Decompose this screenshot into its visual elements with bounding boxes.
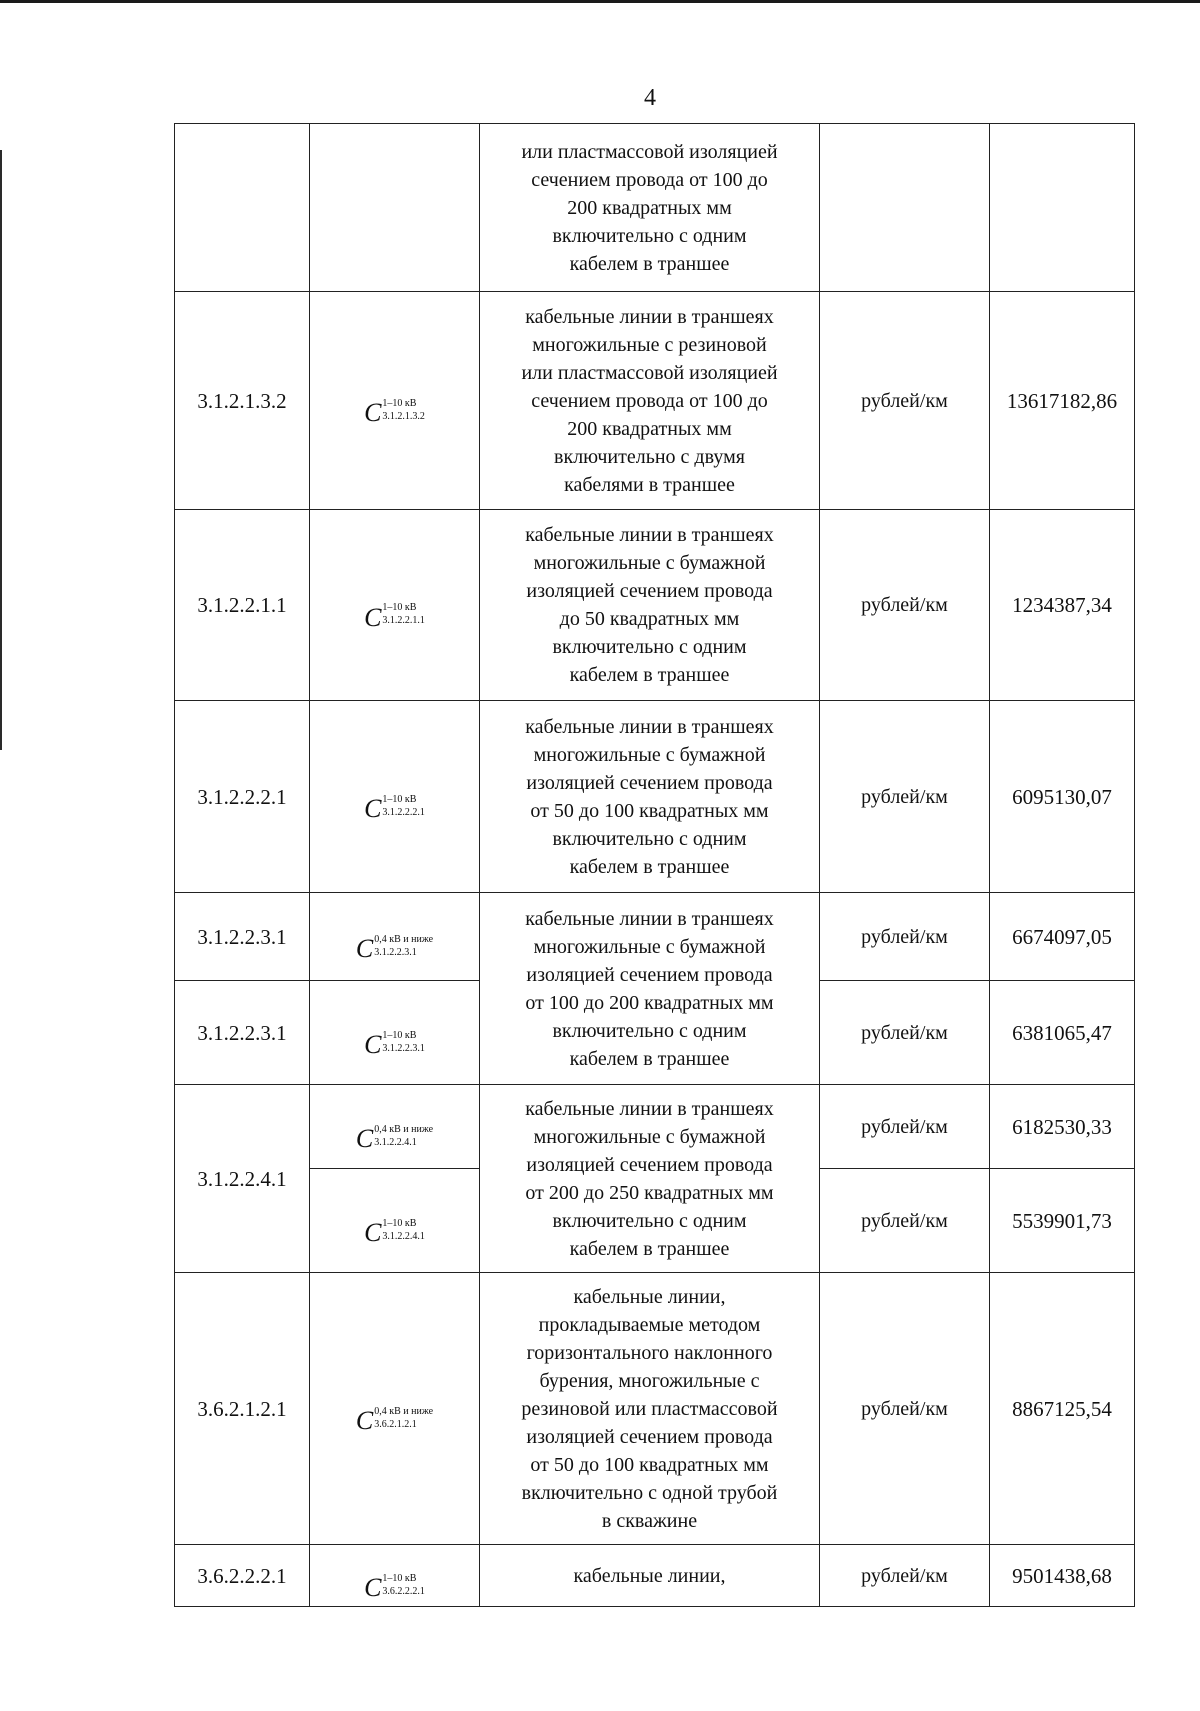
- row-unit: рублей/км: [820, 1085, 990, 1169]
- row-unit: рублей/км: [820, 1545, 990, 1607]
- rate-symbol: [364, 1029, 425, 1059]
- rate-symbol-superscript: 0,4 кВ и ниже: [374, 1123, 434, 1135]
- row-code: [175, 124, 310, 292]
- rate-symbol-superscript: 1–10 кВ: [382, 1029, 417, 1041]
- rate-symbol-subscript: 3.1.2.2.4.1: [382, 1230, 425, 1242]
- rate-symbol-letter: C: [364, 1030, 382, 1059]
- row-value: 6095130,07: [990, 701, 1135, 893]
- table-row: [175, 1273, 1135, 1545]
- row-symbol: [310, 981, 480, 1085]
- rate-symbol: [364, 1217, 425, 1247]
- rate-symbol-superscript: 1–10 кВ: [382, 793, 417, 805]
- row-symbol: [310, 124, 480, 292]
- rate-symbol-subscript: 3.1.2.2.4.1: [374, 1136, 417, 1148]
- rate-symbol-superscript: 1–10 кВ: [382, 1217, 417, 1229]
- rates-table: [174, 123, 1135, 1607]
- row-code: 3.1.2.2.1.1: [175, 510, 310, 701]
- rate-symbol: [364, 1572, 425, 1602]
- table-row: [175, 1085, 1135, 1169]
- rate-symbol: [355, 1123, 434, 1153]
- row-code: 3.1.2.2.2.1: [175, 701, 310, 893]
- row-description: или пластмассовой изоляцией сечением провода от 100 до 200 квадратных мм включительно с одним кабелем в траншее: [480, 124, 820, 292]
- row-code: 3.6.2.2.2.1: [175, 1545, 310, 1607]
- rate-symbol-subscript: 3.6.2.1.2.1: [374, 1418, 417, 1430]
- row-description: кабельные линии в траншеях многожильные с резиновой или пластмассовой изоляцией сечением провода от 100 до 200 квадратных мм включительно с двумя кабелями в траншее: [480, 292, 820, 510]
- row-symbol: [310, 510, 480, 701]
- row-symbol: [310, 292, 480, 510]
- rate-symbol-subscript: 3.1.2.2.2.1: [382, 806, 425, 818]
- row-code: 3.1.2.2.4.1: [175, 1085, 310, 1273]
- rate-symbol: [364, 793, 425, 823]
- row-value: 6381065,47: [990, 981, 1135, 1085]
- rate-symbol: [355, 933, 434, 963]
- row-symbol: [310, 893, 480, 981]
- row-symbol: [310, 1169, 480, 1273]
- row-description: кабельные линии,: [480, 1545, 820, 1607]
- row-unit: рублей/км: [820, 1273, 990, 1545]
- row-code: 3.1.2.2.3.1: [175, 981, 310, 1085]
- rate-symbol-subscript: 3.1.2.1.3.2: [382, 410, 425, 422]
- scan-edge-left: [0, 150, 2, 750]
- rate-symbol-letter: C: [355, 1124, 374, 1153]
- rate-symbol-subscript: 3.1.2.2.3.1: [382, 1042, 425, 1054]
- row-value: 9501438,68: [990, 1545, 1135, 1607]
- row-code: 3.6.2.1.2.1: [175, 1273, 310, 1545]
- row-description: кабельные линии, прокладываемые методом горизонтального наклонного бурения, многожильные с резиновой или пластмассовой изоляцией сечением провода от 50 до 100 квадратных мм включительно с одной трубой в скважине: [480, 1273, 820, 1545]
- row-value: 13617182,86: [990, 292, 1135, 510]
- row-unit: рублей/км: [820, 701, 990, 893]
- table-row: [175, 893, 1135, 981]
- rate-symbol-subscript: 3.1.2.2.1.1: [382, 615, 425, 626]
- table-row: [175, 124, 1135, 292]
- rate-symbol: [364, 602, 425, 632]
- row-value: 6182530,33: [990, 1085, 1135, 1169]
- rate-symbol-letter: C: [355, 934, 374, 963]
- rate-symbol-superscript: 1–10 кВ: [382, 1572, 417, 1584]
- rate-symbol-letter: C: [364, 398, 382, 427]
- row-symbol: [310, 701, 480, 893]
- row-symbol: [310, 1545, 480, 1607]
- row-value: [990, 124, 1135, 292]
- rate-symbol: [364, 397, 425, 427]
- rate-symbol-superscript: 0,4 кВ и ниже: [374, 933, 434, 945]
- table-row: [175, 1545, 1135, 1607]
- rate-symbol-superscript: 1–10 кВ: [382, 602, 417, 613]
- rate-symbol-letter: C: [364, 602, 382, 632]
- row-code: 3.1.2.1.3.2: [175, 292, 310, 510]
- table-row: [175, 701, 1135, 893]
- rate-symbol-superscript: 1–10 кВ: [382, 397, 417, 409]
- row-unit: рублей/км: [820, 1169, 990, 1273]
- rate-symbol-letter: C: [364, 794, 382, 823]
- row-unit: рублей/км: [820, 981, 990, 1085]
- row-symbol: [310, 1273, 480, 1545]
- row-description: кабельные линии в траншеях многожильные с бумажной изоляцией сечением провода от 50 до 100 квадратных мм включительно с одним кабелем в траншее: [480, 701, 820, 893]
- row-description: кабельные линии в траншеях многожильные с бумажной изоляцией сечением провода от 100 до 200 квадратных мм включительно с одним кабелем в траншее: [480, 893, 820, 1085]
- table-row: [175, 292, 1135, 510]
- row-description: кабельные линии в траншеях многожильные с бумажной изоляцией сечением провода до 50 квадратных мм включительно с одним кабелем в траншее: [480, 510, 820, 701]
- rate-symbol-subscript: 3.6.2.2.2.1: [382, 1585, 425, 1597]
- rate-symbol-letter: C: [355, 1406, 374, 1435]
- row-description: кабельные линии в траншеях многожильные с бумажной изоляцией сечением провода от 200 до 250 квадратных мм включительно с одним кабелем в траншее: [480, 1085, 820, 1273]
- row-value: 8867125,54: [990, 1273, 1135, 1545]
- row-value: 5539901,73: [990, 1169, 1135, 1273]
- scan-edge-top: [0, 0, 1200, 3]
- rate-symbol-superscript: 0,4 кВ и ниже: [374, 1405, 434, 1417]
- row-value: 6674097,05: [990, 893, 1135, 981]
- rate-symbol-letter: C: [364, 1218, 382, 1247]
- row-unit: [820, 124, 990, 292]
- row-unit: рублей/км: [820, 510, 990, 701]
- rate-symbol: [355, 1405, 434, 1435]
- row-code: 3.1.2.2.3.1: [175, 893, 310, 981]
- rate-symbol-subscript: 3.1.2.2.3.1: [374, 946, 417, 958]
- table-row: [175, 510, 1135, 701]
- page-number: 4: [644, 85, 656, 111]
- row-unit: рублей/км: [820, 893, 990, 981]
- row-unit: рублей/км: [820, 292, 990, 510]
- row-symbol: [310, 1085, 480, 1169]
- rate-symbol-letter: C: [364, 1573, 382, 1602]
- row-value: 1234387,34: [990, 510, 1135, 701]
